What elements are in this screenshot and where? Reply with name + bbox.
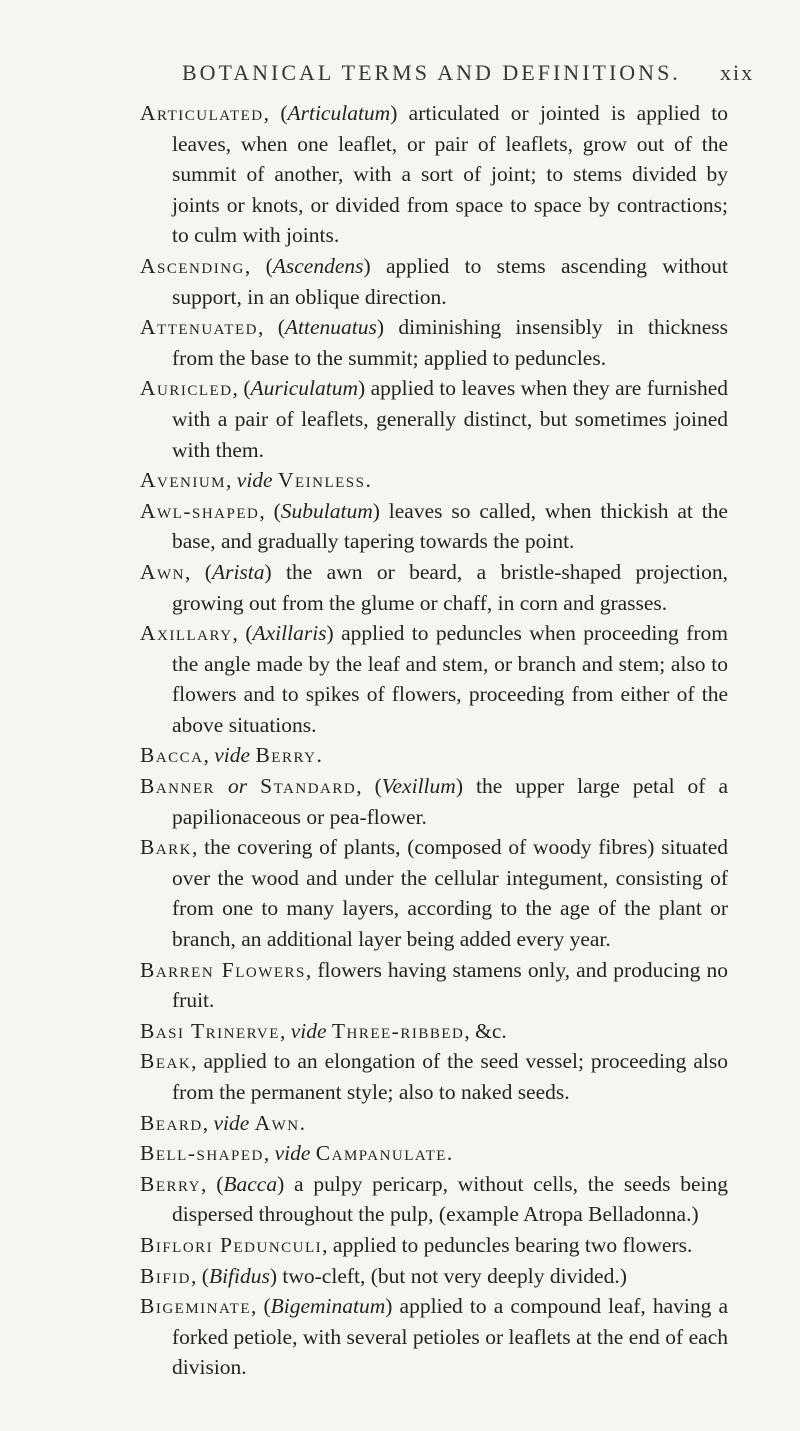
entry-text: , ( [259,498,281,523]
entry-term: Beard [140,1110,203,1135]
entry-term: Campanulate [315,1141,447,1166]
entry-text: ) a pulpy pericarp, without cells, the seeds being dispersed throughout the pulp, (example Atropa Belladonna.) [172,1171,728,1227]
entry-text: ) two-cleft, (but not very deeply divided.) [269,1263,627,1288]
glossary-entry [140,465,728,496]
entry-term: Bell-shaped [140,1141,264,1166]
entry-latin-name: Subulatum [280,498,373,523]
entry-term: Bacca [140,743,204,768]
page-number: xix [720,60,755,85]
entry-latin-name: Bifidus [208,1263,270,1288]
entry-text: , &c. [464,1018,507,1043]
entry-term: Basi Trinerve [140,1018,280,1043]
entry-term: Berry [140,1171,202,1196]
entry-cross-ref-word: vide [236,468,273,493]
entry-term: Veinless [277,468,366,493]
entry-term: Standard [260,774,357,799]
glossary-entry [140,373,728,465]
entry-term: Biflori Pedunculi [140,1232,323,1257]
glossary-entry [140,1046,728,1107]
entry-cross-ref-word: vide [274,1141,311,1166]
entry-text: ) leaves so called, when thickish at the base, and gradually tapering towards the point. [172,498,728,554]
entry-term: Bark [140,835,193,860]
entry-term: Avenium [140,468,227,493]
entry-cross-ref-word: vide [213,1110,250,1135]
entry-text: , [226,468,237,493]
glossary-entries [140,98,728,1383]
entry-text: . [446,1141,453,1166]
entry-text: , ( [356,774,382,799]
entry-text: . [316,743,322,768]
entry-term: Awl-shaped [140,498,260,523]
glossary-entry [140,1108,728,1139]
entry-text: , the covering of plants, (composed of woody fibres) situated over the wood and under the cellular integument, consisting of from one to many layers, according to the age of the plant or branch, an additional layer being added every year. [172,835,728,952]
entry-term: Awn [140,559,186,584]
entry-text: ) applied to peduncles when proceeding from the angle made by the leaf and stem, or branch and stem; also to flowers and to spikes of flowers, proceeding from either of the above situations. [172,621,728,737]
glossary-entry [140,496,728,557]
glossary-entry [140,618,728,740]
page-title: BOTANICAL TERMS AND DEFINITIONS. [182,60,681,85]
entry-latin-name: Articulatum [287,101,391,125]
entry-text: , ( [263,101,288,125]
entry-text [247,774,260,798]
entry-text: ) applied to a compound leaf, having a forked petiole, with several petioles or leaflets at the end of each division. [172,1294,728,1380]
entry-latin-name: Bigeminatum [270,1294,386,1319]
entry-text: , ( [232,376,251,401]
entry-cross-ref-word: or [228,774,248,799]
entry-term: Articulated [140,101,264,125]
glossary-entry [140,1138,728,1169]
glossary-entry [140,1291,728,1383]
entry-latin-name: Vexillum [381,774,456,799]
glossary-entry [140,1261,728,1292]
glossary-entry [140,557,728,618]
entry-text: ) diminishing insensibly in thickness from the base to the summit; applied to peduncles. [172,315,728,370]
entry-term: Auricled [140,376,233,401]
entry-term: Axillary [140,621,233,646]
entry-latin-name: Attenuatus [284,315,377,340]
entry-text: , [263,1141,275,1166]
entry-text: ) applied to stems ascending without support, in an oblique direction. [172,253,728,309]
entry-text: , ( [258,315,285,340]
glossary-entry [140,1016,728,1047]
entry-text: . [365,468,371,493]
entry-text: , ( [185,559,212,584]
entry-text: , ( [232,621,253,646]
entry-latin-name: Arista [211,559,265,584]
entry-text: , ( [251,1294,271,1319]
entry-text: , [202,1110,214,1135]
entry-term: Banner [140,774,216,799]
entry-term: Bigeminate [140,1294,251,1319]
entry-latin-name: Bacca [223,1171,278,1196]
entry-text: , [203,743,215,768]
entry-term: Awn [254,1110,300,1135]
entry-text: , flowers having stamens only, and producing no fruit. [172,957,728,1013]
running-head [0,60,800,90]
glossary-entry [140,771,728,832]
entry-term: Attenuated [140,315,259,340]
entry-text: , applied to an elongation of the seed vessel; proceeding also from the permanent style; also to naked seeds. [172,1049,728,1104]
glossary-entry [140,312,728,373]
entry-text: ) the awn or beard, a bristle-shaped projection, growing out from the glume or chaff, in corn and grasses. [172,559,728,615]
entry-text: , [279,1018,291,1043]
entry-cross-ref-word: vide [214,743,251,768]
entry-term: Barren Flowers [140,957,306,982]
entry-text: ) applied to leaves when they are furnished with a pair of leaflets, generally distinct, but sometimes joined with them. [172,376,728,462]
glossary-entry [140,832,728,954]
entry-text: . [299,1110,306,1135]
entry-term: Ascending [140,253,245,278]
entry-term: Berry [255,743,317,768]
entry-term: Bifid [140,1263,192,1288]
glossary-entry [140,1230,728,1261]
glossary-entry [140,98,728,251]
entry-text: , applied to peduncles bearing two flowers. [322,1232,693,1257]
glossary-entry [140,955,728,1016]
entry-text: , ( [191,1263,209,1288]
entry-latin-name: Axillaris [252,621,327,646]
entry-text: , ( [201,1171,224,1196]
glossary-entry [140,251,728,312]
entry-term: Three-ribbed [331,1018,465,1043]
entry-text: ) articulated or jointed is applied to leaves, when one leaflet, or pair of leaflets, grow out of the summit of another, with a sort of joint; to stems divided by joints or knots, or divided from space to space by contractions; to culm with joints. [172,101,728,248]
glossary-entry [140,1169,728,1230]
entry-text: , ( [244,253,273,278]
entry-latin-name: Ascendens [272,253,364,278]
entry-text: ) the upper large petal of a papilionaceous or pea-flower. [172,774,728,829]
entry-latin-name: Auriculatum [250,376,359,401]
entry-text [215,774,228,798]
glossary-entry [140,740,728,771]
entry-cross-ref-word: vide [290,1018,327,1043]
entry-term: Beak [140,1049,192,1074]
